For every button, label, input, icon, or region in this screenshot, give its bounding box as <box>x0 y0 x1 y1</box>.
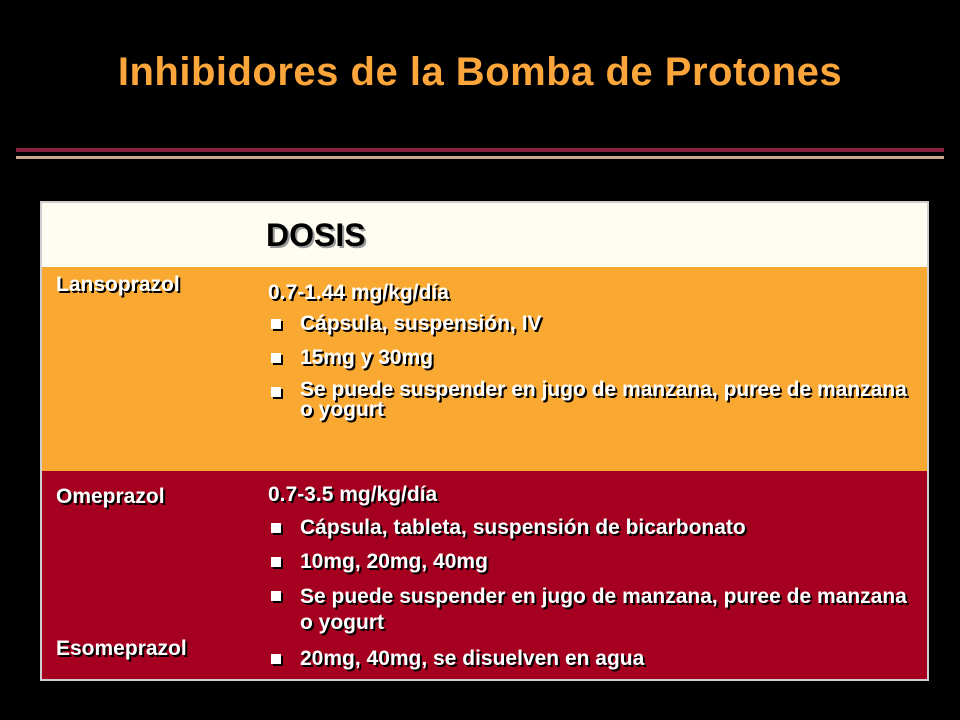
list-item <box>268 550 918 573</box>
drug-name-esomeprazol: Esomeprazol <box>56 637 187 660</box>
square-bullet-icon <box>271 319 281 329</box>
square-bullet-icon <box>271 654 281 664</box>
title-divider-light <box>16 156 944 159</box>
list-item <box>268 516 918 539</box>
bullet-list-omeprazol <box>268 516 918 681</box>
square-bullet-icon <box>271 353 281 363</box>
list-item <box>268 380 918 420</box>
table-row-omeprazol <box>42 471 927 679</box>
bullet-text: 10mg, 20mg, 40mg <box>300 550 488 573</box>
table-header-row <box>42 203 927 267</box>
list-item <box>268 584 918 636</box>
dose-lansoprazol: 0.7-1.44 mg/kg/día <box>268 281 449 304</box>
table-row-lansoprazol <box>42 267 927 471</box>
drug-name-omeprazol: Omeprazol <box>56 485 165 508</box>
drug-name-lansoprazol: Lansoprazol <box>56 273 180 296</box>
bullet-text: Cápsula, tableta, suspensión de bicarbonato <box>300 516 746 539</box>
bullet-list-lansoprazol <box>268 312 918 431</box>
bullet-text: 20mg, 40mg, se disuelven en agua <box>300 647 645 670</box>
square-bullet-icon <box>271 387 281 397</box>
bullet-text: Se puede suspender en jugo de manzana, puree de manzana o yogurt <box>300 585 907 634</box>
square-bullet-icon <box>271 557 281 567</box>
bullet-text: Se puede suspender en jugo de manzana, puree de manzana o yogurt <box>300 378 907 421</box>
dosage-table <box>40 201 929 681</box>
title-divider-dark <box>16 148 944 152</box>
list-item <box>268 346 918 369</box>
bullet-text: Cápsula, suspensión, IV <box>300 312 542 335</box>
list-item <box>268 647 918 670</box>
square-bullet-icon <box>271 591 281 601</box>
square-bullet-icon <box>271 523 281 533</box>
list-item <box>268 312 918 335</box>
slide-title: Inhibidores de la Bomba de Protones <box>117 50 843 94</box>
bullet-text: 15mg y 30mg <box>300 346 434 369</box>
dosis-header: DOSIS <box>266 217 366 253</box>
dose-omeprazol: 0.7-3.5 mg/kg/día <box>268 483 438 506</box>
